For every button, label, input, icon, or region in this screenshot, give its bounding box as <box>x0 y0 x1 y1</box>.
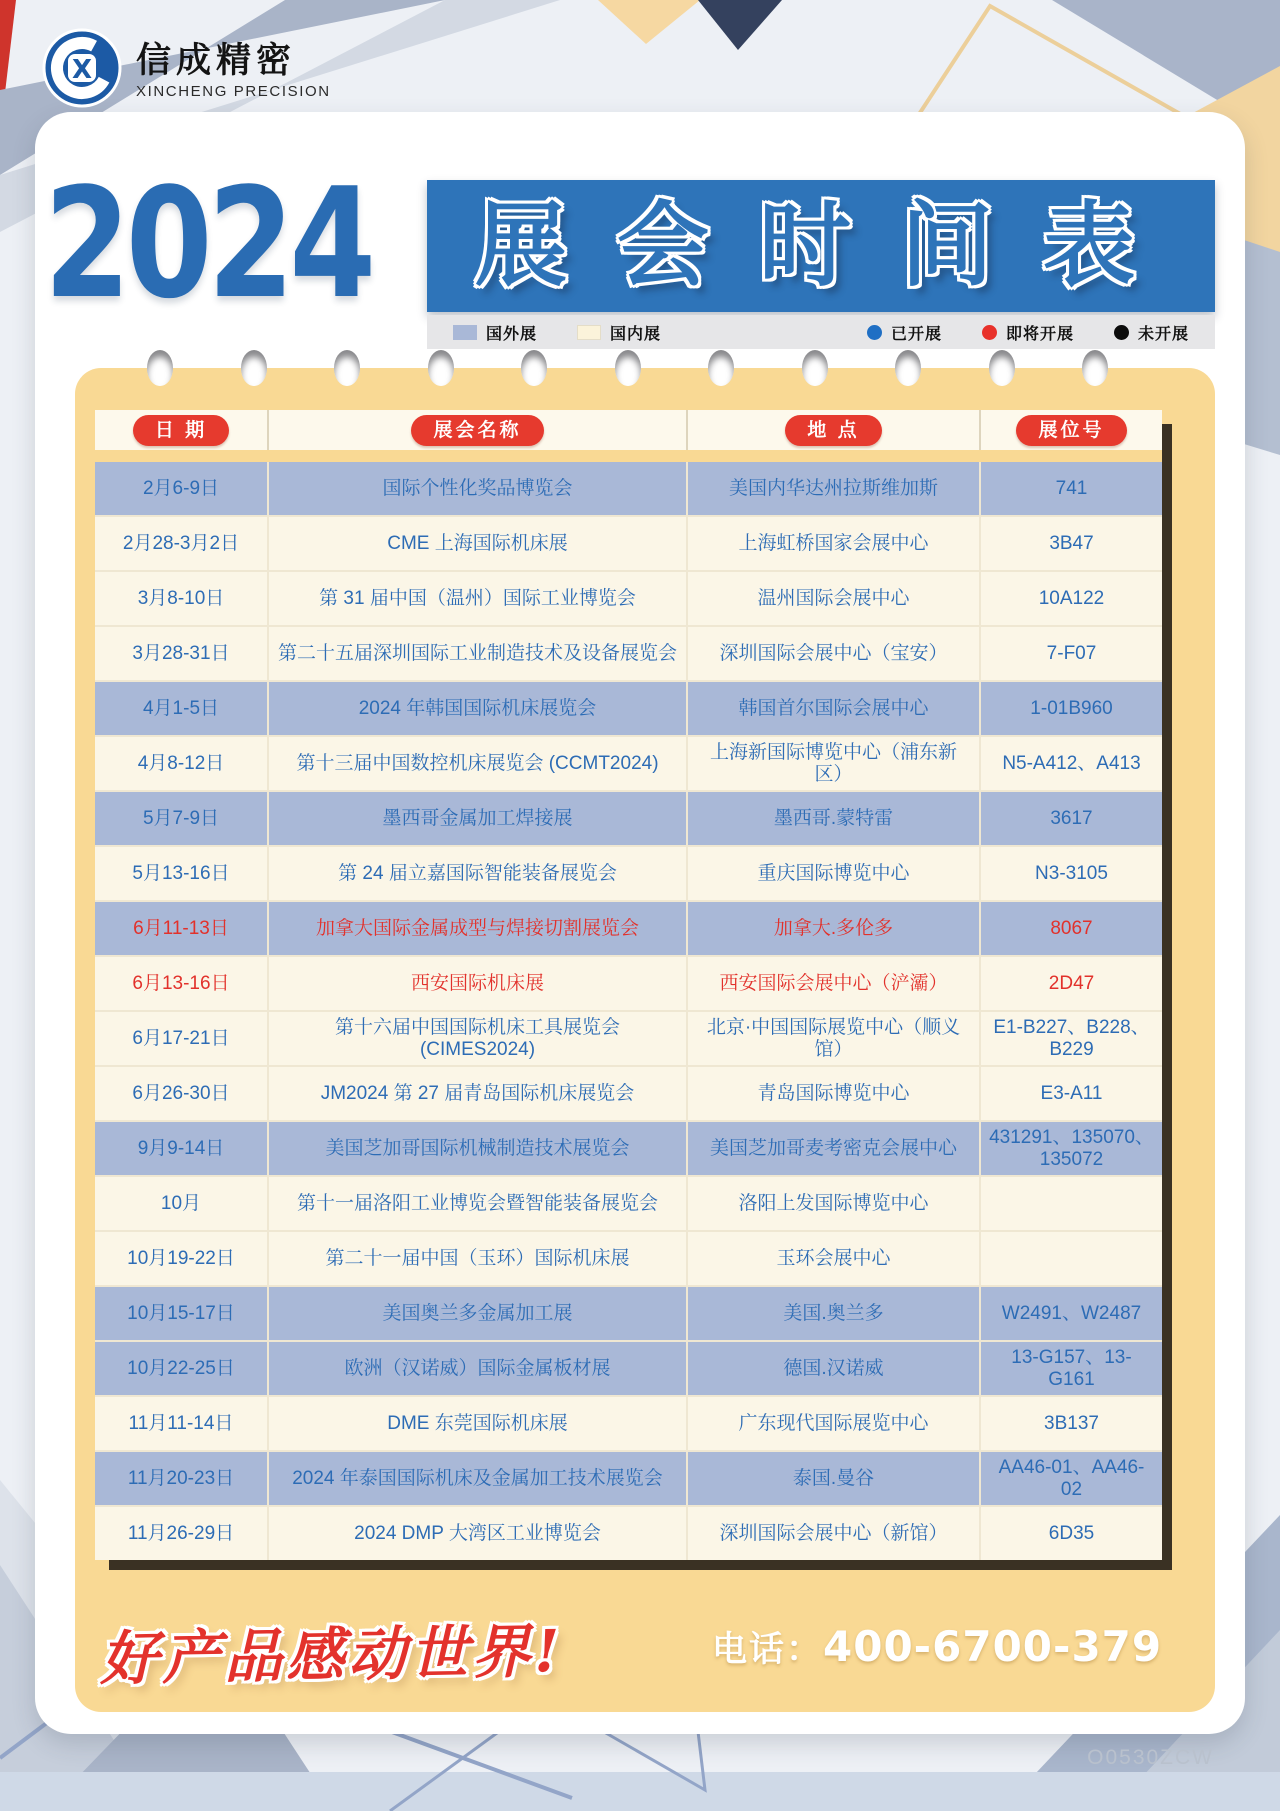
cell-booth: E1-B227、B228、B229 <box>981 1012 1162 1065</box>
cell-booth <box>981 1177 1162 1230</box>
table-row <box>95 1397 1162 1450</box>
cell-name: 第 31 届中国（温州）国际工业博览会 <box>269 572 686 625</box>
table-row <box>95 1507 1162 1560</box>
binder-hole <box>521 350 547 386</box>
svg-text:X: X <box>71 55 93 85</box>
cell-location: 美国.奥兰多 <box>688 1287 979 1340</box>
header-badge: 展位号 <box>1016 415 1126 446</box>
legend-label: 国外展 <box>486 325 538 343</box>
cell-name: 2024 年韩国国际机床展览会 <box>269 682 686 735</box>
table-row <box>95 1342 1162 1395</box>
cell-name: CME 上海国际机床展 <box>269 517 686 570</box>
cell-date: 11月20-23日 <box>95 1452 267 1505</box>
cell-date: 6月13-16日 <box>95 957 267 1010</box>
legend-item <box>1114 321 1189 344</box>
title-banner <box>427 180 1215 312</box>
cell-location: 玉环会展中心 <box>688 1232 979 1285</box>
legend-item <box>982 321 1074 344</box>
cell-booth: 431291、135070、135072 <box>981 1122 1162 1175</box>
cell-name: 西安国际机床展 <box>269 957 686 1010</box>
cell-booth: 8067 <box>981 902 1162 955</box>
cell-date: 3月28-31日 <box>95 627 267 680</box>
cell-location: 深圳国际会展中心（宝安） <box>688 627 979 680</box>
cell-booth: N3-3105 <box>981 847 1162 900</box>
brand-name-en: XINCHENG PRECISION <box>136 83 331 101</box>
cell-name: 国际个性化奖品博览会 <box>269 462 686 515</box>
cell-name: 墨西哥金属加工焊接展 <box>269 792 686 845</box>
table-row <box>95 1122 1162 1175</box>
table-row <box>95 572 1162 625</box>
cell-date: 4月8-12日 <box>95 737 267 790</box>
table-row <box>95 902 1162 955</box>
cell-date: 3月8-10日 <box>95 572 267 625</box>
table-row <box>95 517 1162 570</box>
cell-location: 青岛国际博览中心 <box>688 1067 979 1120</box>
cell-location: 美国芝加哥麦考密克会展中心 <box>688 1122 979 1175</box>
cell-booth: 10A122 <box>981 572 1162 625</box>
cell-location: 德国.汉诺威 <box>688 1342 979 1395</box>
cell-date: 9月9-14日 <box>95 1122 267 1175</box>
binder-hole <box>802 350 828 386</box>
cell-booth: 2D47 <box>981 957 1162 1010</box>
table-row <box>95 627 1162 680</box>
binder-hole <box>708 350 734 386</box>
legend-label: 已开展 <box>890 325 942 343</box>
table-row <box>95 957 1162 1010</box>
cell-location: 广东现代国际展览中心 <box>688 1397 979 1450</box>
cell-date: 11月26-29日 <box>95 1507 267 1560</box>
cell-date: 6月17-21日 <box>95 1012 267 1065</box>
brand-logo-icon <box>42 28 122 113</box>
cell-booth: 7-F07 <box>981 627 1162 680</box>
cell-booth: W2491、W2487 <box>981 1287 1162 1340</box>
cell-booth: 741 <box>981 462 1162 515</box>
cell-name: 2024 年泰国国际机床及金属加工技术展览会 <box>269 1452 686 1505</box>
legend-color-swatch <box>577 325 601 340</box>
exhibition-table <box>95 410 1162 1560</box>
cell-booth: 3B47 <box>981 517 1162 570</box>
legend-item <box>577 321 661 344</box>
cell-name: 第 24 届立嘉国际智能装备展览会 <box>269 847 686 900</box>
cell-name: 美国奥兰多金属加工展 <box>269 1287 686 1340</box>
cell-name: 第十一届洛阳工业博览会暨智能装备展览会 <box>269 1177 686 1230</box>
poster-title: 展会时间表 <box>475 195 1186 297</box>
legend-color-swatch <box>453 325 477 340</box>
cell-date: 11月11-14日 <box>95 1397 267 1450</box>
cell-booth: 13-G157、13-G161 <box>981 1342 1162 1395</box>
table-row <box>95 1177 1162 1230</box>
brand-header <box>42 28 331 113</box>
header-badge: 展会名称 <box>411 415 543 446</box>
cell-location: 重庆国际博览中心 <box>688 847 979 900</box>
cell-location: 上海新国际博览中心（浦东新区） <box>688 737 979 790</box>
year-heading: 2024 <box>44 155 372 332</box>
cell-name: 第十六届中国国际机床工具展览会 (CIMES2024) <box>269 1012 686 1065</box>
table-row <box>95 792 1162 845</box>
binder-hole <box>895 350 921 386</box>
cell-location: 北京·中国国际展览中心（顺义馆） <box>688 1012 979 1065</box>
phone-label: 电话： <box>712 1630 824 1669</box>
table-header-gap <box>95 450 1162 462</box>
cell-date: 5月7-9日 <box>95 792 267 845</box>
legend-label: 国内展 <box>610 325 662 343</box>
binder-hole <box>334 350 360 386</box>
cell-booth: 3617 <box>981 792 1162 845</box>
table-row <box>95 682 1162 735</box>
cell-booth: 3B137 <box>981 1397 1162 1450</box>
legend-item <box>453 321 537 344</box>
cell-location: 上海虹桥国家会展中心 <box>688 517 979 570</box>
cell-date: 10月22-25日 <box>95 1342 267 1395</box>
cell-date: 6月11-13日 <box>95 902 267 955</box>
cell-location: 深圳国际会展中心（新馆） <box>688 1507 979 1560</box>
footer-phone <box>712 1622 1162 1672</box>
header-cell <box>688 410 979 450</box>
table-row <box>95 1012 1162 1065</box>
phone-number: 400-6700-379 <box>823 1622 1163 1671</box>
cell-date: 5月13-16日 <box>95 847 267 900</box>
cell-booth: AA46-01、AA46-02 <box>981 1452 1162 1505</box>
cell-booth: 1-01B960 <box>981 682 1162 735</box>
cell-date: 10月 <box>95 1177 267 1230</box>
binder-hole <box>615 350 641 386</box>
table-row <box>95 847 1162 900</box>
cell-date: 2月28-3月2日 <box>95 517 267 570</box>
header-cell <box>95 410 267 450</box>
cell-name: 欧洲（汉诺威）国际金属板材展 <box>269 1342 686 1395</box>
table-row <box>95 737 1162 790</box>
table-row <box>95 1287 1162 1340</box>
legend-label: 即将开展 <box>1005 325 1074 343</box>
cell-name: 加拿大国际金属成型与焊接切割展览会 <box>269 902 686 955</box>
header-badge: 日 期 <box>133 415 229 446</box>
cell-booth: 6D35 <box>981 1507 1162 1560</box>
cell-location: 韩国首尔国际会展中心 <box>688 682 979 735</box>
cell-booth: E3-A11 <box>981 1067 1162 1120</box>
table-row <box>95 1452 1162 1505</box>
legend-bar <box>427 315 1215 349</box>
legend-status-dot <box>867 325 882 340</box>
cell-booth: N5-A412、A413 <box>981 737 1162 790</box>
legend-status-dot <box>982 325 997 340</box>
binder-hole <box>1082 350 1108 386</box>
legend-item <box>867 321 942 344</box>
cell-location: 美国内华达州拉斯维加斯 <box>688 462 979 515</box>
header-cell <box>269 410 686 450</box>
binder-hole <box>241 350 267 386</box>
cell-location: 西安国际会展中心（浐灞） <box>688 957 979 1010</box>
cell-name: JM2024 第 27 届青岛国际机床展览会 <box>269 1067 686 1120</box>
cell-location: 温州国际会展中心 <box>688 572 979 625</box>
cell-name: 美国芝加哥国际机械制造技术展览会 <box>269 1122 686 1175</box>
watermark-text: O0530ZCW <box>1087 1746 1214 1769</box>
cell-date: 2月6-9日 <box>95 462 267 515</box>
header-cell <box>981 410 1162 450</box>
cell-date: 10月19-22日 <box>95 1232 267 1285</box>
cell-date: 4月1-5日 <box>95 682 267 735</box>
table-row <box>95 1232 1162 1285</box>
table-row <box>95 462 1162 515</box>
cell-name: 第十三届中国数控机床展览会 (CCMT2024) <box>269 737 686 790</box>
table-row <box>95 1067 1162 1120</box>
cell-location: 洛阳上发国际博览中心 <box>688 1177 979 1230</box>
legend-status-dot <box>1114 325 1129 340</box>
cell-date: 10月15-17日 <box>95 1287 267 1340</box>
cell-name: 第二十五届深圳国际工业制造技术及设备展览会 <box>269 627 686 680</box>
cell-name: DME 东莞国际机床展 <box>269 1397 686 1450</box>
legend-label: 未开展 <box>1137 325 1189 343</box>
binder-hole <box>147 350 173 386</box>
header-badge: 地 点 <box>785 415 881 446</box>
cell-location: 加拿大.多伦多 <box>688 902 979 955</box>
table-header-row <box>95 410 1162 450</box>
cell-booth <box>981 1232 1162 1285</box>
cell-location: 墨西哥.蒙特雷 <box>688 792 979 845</box>
binder-hole <box>989 350 1015 386</box>
cell-name: 2024 DMP 大湾区工业博览会 <box>269 1507 686 1560</box>
cell-name: 第二十一届中国（玉环）国际机床展 <box>269 1232 686 1285</box>
cell-location: 泰国.曼谷 <box>688 1452 979 1505</box>
table-body <box>95 462 1162 1560</box>
footer-slogan: 好产品感动世界! <box>99 1616 565 1694</box>
brand-name-cn: 信成精密 <box>136 40 297 80</box>
cell-date: 6月26-30日 <box>95 1067 267 1120</box>
binder-hole <box>428 350 454 386</box>
